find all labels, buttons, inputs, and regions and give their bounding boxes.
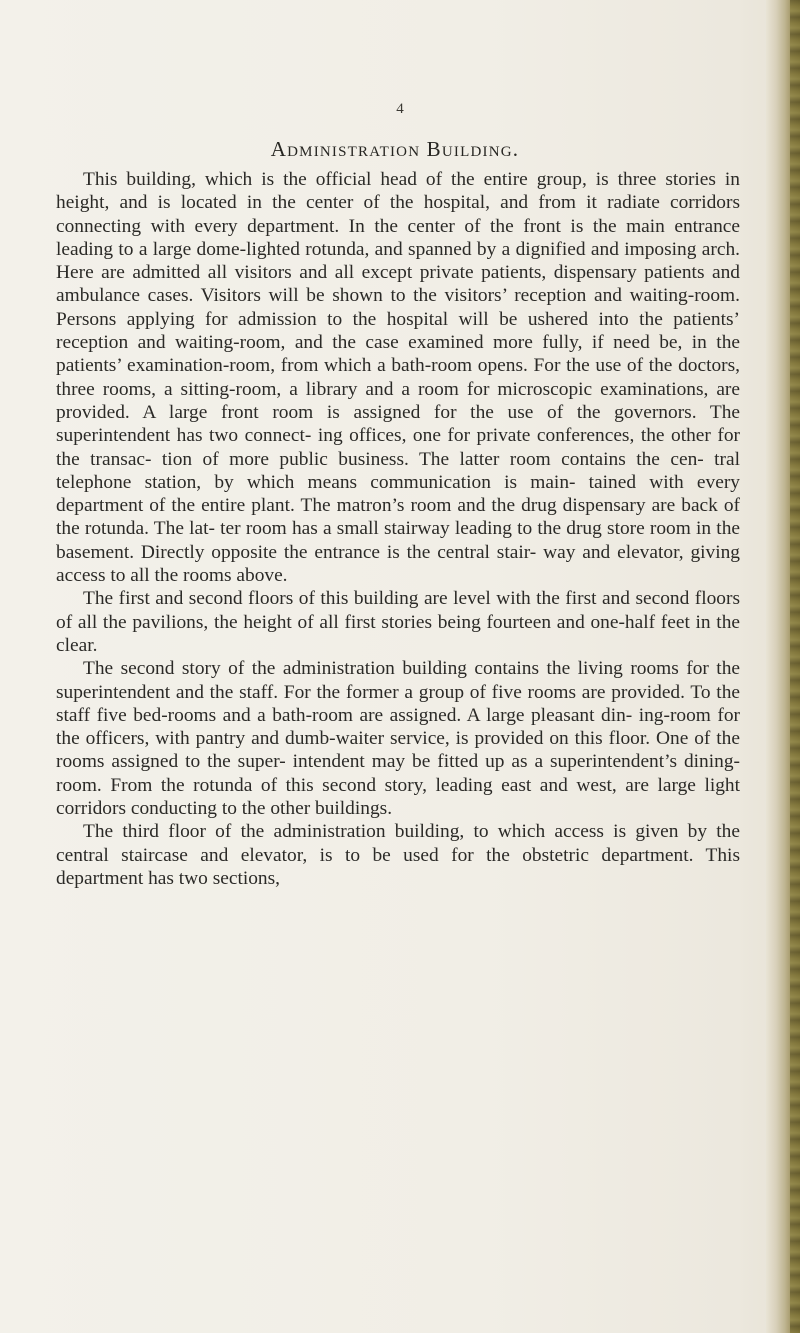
paragraph: The third floor of the administration building, to which access is given by the central staircase and elevator, is to be used for the obstetric department. This department has two sections, xyxy=(56,821,740,889)
paragraph: The second story of the administration building contains the living rooms for the superintendent and the staff. For the former a group of five rooms are provided. To the staff five bed-rooms and a bath-room are assigned. A large pleasant din- ing-room for the officers, with pantry and dumb-waiter service, is provided on this floor. One of the rooms assigned to the super- intendent may be fitted up as a superintendent’s dining-room. From the rotunda of this second story, leading east and west, are large light corridors conducting to the other buildings. xyxy=(56,658,740,820)
body-text xyxy=(56,168,740,890)
paragraph: The first and second floors of this building are level with the first and second floors of all the pavilions, the height of all first stories being fourteen and one-half feet in the clear. xyxy=(56,588,740,656)
paragraph: This building, which is the official head of the entire group, is three stories in height, and is located in the center of the hospital, and from it radiate corridors connecting with every department. In the center of the front is the main entrance leading to a large dome-lighted rotunda, and spanned by a dignified and imposing arch. Here are admitted all visitors and all except private patients, dispensary patients and ambulance cases. Visitors will be shown to the visitors’ reception and waiting-room. Persons applying for admission to the hospital will be ushered into the patients’ reception and waiting-room, and the case examined more fully, if need be, in the patients’ examination-room, from which a bath-room opens. For the use of the doctors, three rooms, a sitting-room, a library and a room for microscopic examinations, are provided. A large front room is assigned for the use of the governors. The superintendent has two connect- ing offices, one for private conferences, the other for the transac- tion of more public business. The latter room contains the cen- tral telephone station, by which means communication is main- tained with every department of the entire plant. The matron’s room and the drug dispensary are back of the rotunda. The lat- ter room has a small stairway leading to the drug store room in the basement. Directly opposite the entrance is the central stair- way and elevator, giving access to all the rooms above. xyxy=(56,169,740,587)
section-heading: Administration Building. xyxy=(270,137,520,161)
page-edge-shadow xyxy=(766,0,800,1333)
page-number: 4 xyxy=(396,101,404,117)
